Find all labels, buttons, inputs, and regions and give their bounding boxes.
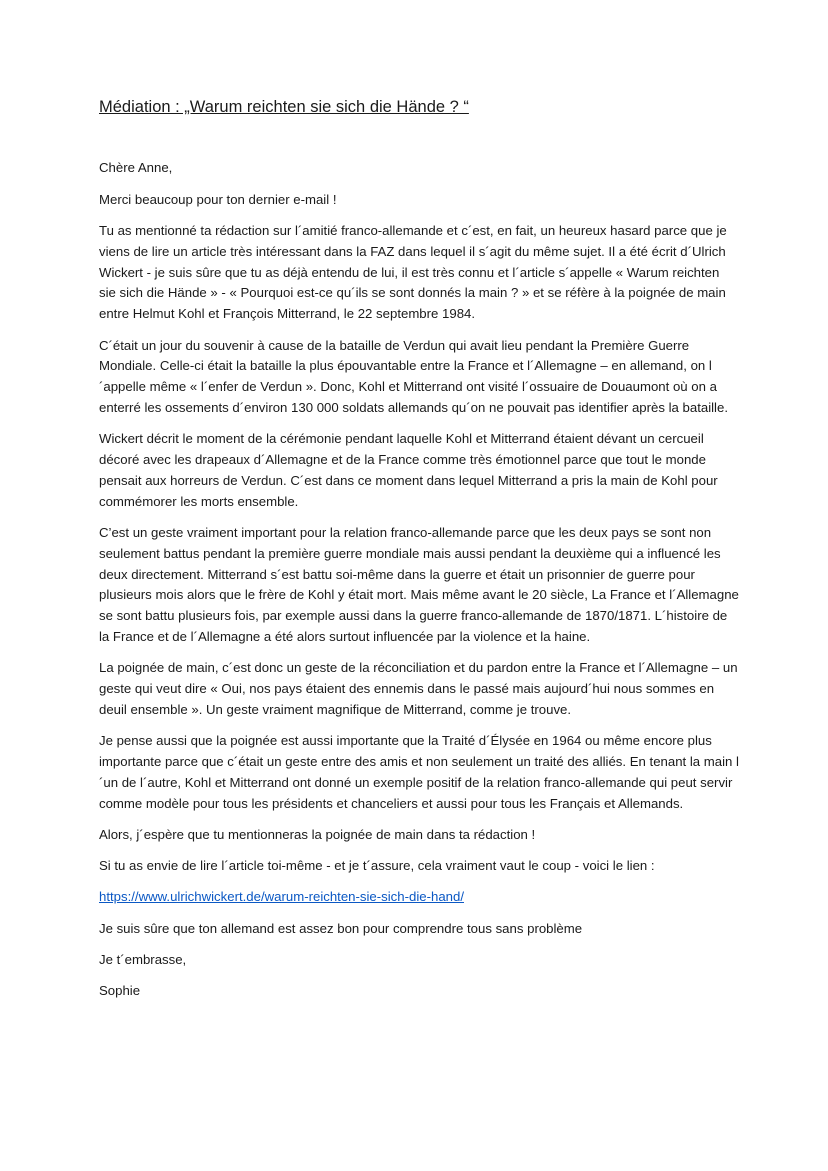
paragraph-elysee: Je pense aussi que la poignée est aussi importante que la Traité d´Élysée en 1964 ou même encore plus importante parce que c´était un geste entre des amis et non seulement un traité des alliés. En tenant la main l´un de l´autre, Kohl et Mitterrand ont donné un exemple positif de la relation franco-allemande qui peut servir comme modèle pour tous les présidents et chanceliers et aussi pour tous les Français et Allemands. <box>99 733 739 811</box>
paragraph-reconciliation: La poignée de main, c´est donc un geste de la réconciliation et du pardon entre la France et l´Allemagne – un geste qui veut dire « Oui, nos pays étaient des ennemis dans le passé mais aujourd´hui nous sommes en deuil ensemble ». Un geste vraiment magnifique de Mitterrand, comme je trouve. <box>99 660 738 717</box>
paragraph-ceremony: Wickert décrit le moment de la cérémonie pendant laquelle Kohl et Mitterrand étaient dévant un cercueil décoré avec les drapeaux d´Allemagne et de la France comme très émotionnel parce que tout le monde pensait aux horreurs de Verdun. C´est dans ce moment dans lequel Mitterrand a pris la main de Kohl pour commémorer les morts ensemble. <box>99 431 718 509</box>
sign-off: Je t´embrasse, <box>99 952 187 967</box>
greeting: Chère Anne, <box>99 160 173 175</box>
page-title: Médiation : „Warum reichten sie sich die Hände ? “ <box>99 98 469 116</box>
paragraph-verdun: C´était un jour du souvenir à cause de la bataille de Verdun qui avait lieu pendant la Première Guerre Mondiale. Celle-ci était la bataille la plus épouvantable entre la France et l´Allemagne – en allemand, on l´appelle même « l´enfer de Verdun ». Donc, Kohl et Mitterrand ont visité l´ossuaire de Douaumont où on a enterré les ossements d´environ 130 000 soldats allemands qu´on ne pouvait pas identifier après la bataille. <box>99 337 728 415</box>
paragraph-intro: Tu as mentionné ta rédaction sur l´amitié franco-allemande et c´est, en fait, un heureux hasard parce que je viens de lire un article très intéressant dans la FAZ dans lequel il s´agit du même sujet. Il a été écrit d´Ulrich Wickert - je suis sûre que tu as déjà entendu de lui, il est très connu et l´article s´appelle « Warum reichten sie sich die Hände » - « Pourquoi est-ce qu´ils se sont donnés la main ? » et se réfère à la poignée de main entre Helmut Kohl et François Mitterrand, le 22 septembre 1984. <box>99 223 727 322</box>
thanks-line: Merci beaucoup pour ton dernier e-mail ! <box>99 191 337 207</box>
article-link[interactable]: https://www.ulrichwickert.de/warum-reichten-sie-sich-die-hand/ <box>99 889 464 905</box>
paragraph-link-intro: Si tu as envie de lire l´article toi-même - et je t´assure, cela vraiment vaut le coup - voici le lien : <box>99 858 655 874</box>
paragraph-hope: Alors, j´espère que tu mentionneras la poignée de main dans ta rédaction ! <box>99 826 536 842</box>
letter-page <box>99 96 739 1013</box>
signature: Sophie <box>99 983 141 999</box>
paragraph-importance: C’est un geste vraiment important pour la relation franco-allemande parce que les deux pays se sont non seulement battus pendant la première guerre mondiale mais aussi pendant la deuxième qui a influencé les deux directement. Mitterrand s´est battu soi-même dans la guerre et était un prisonnier de guerre pour plusieurs mois alors que le frère de Kohl y était mort. Mais même avant le 20 siècle, La France et l´Allemagne se sont battu plusieurs fois, par exemple aussi dans la guerre franco-allemande de 1870/1871. L´histoire de la France et de l´Allemagne a été alors surtout influencée par la violence et la haine. <box>99 524 739 644</box>
closing-line: Je suis sûre que ton allemand est assez bon pour comprendre tous sans problème <box>99 920 583 936</box>
link-line <box>99 887 739 908</box>
